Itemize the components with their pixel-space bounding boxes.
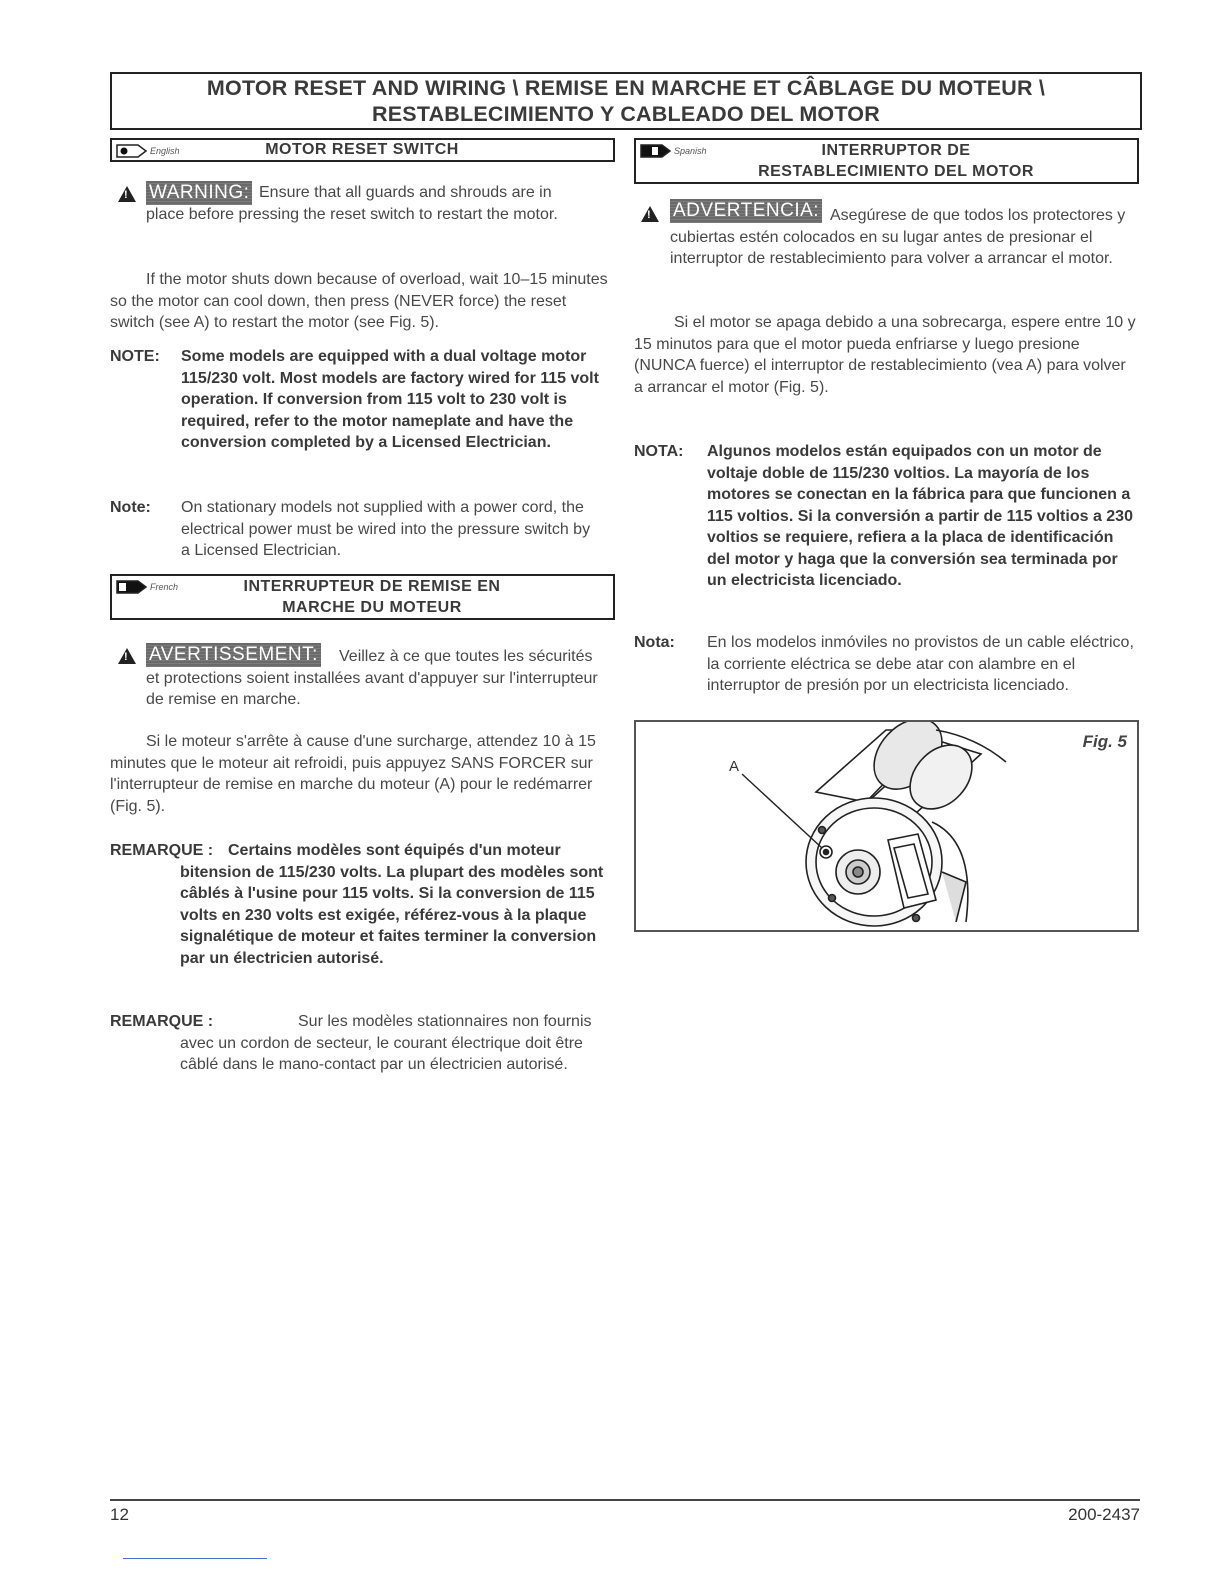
spanish-paragraph-text: Si el motor se apaga debido a una sobrecarga, espere entre 10 y 15 minutos para que el motor pueda enfriarse y luego presione (NUNCA fuerce) el interruptor de restablecimiento (vea A) para volver a arrancar el motor (Fig. 5). xyxy=(634,314,1136,396)
spanish-heading-line-1: INTERRUPTOR DE xyxy=(821,142,971,159)
page-title xyxy=(110,72,1142,130)
spanish-nota2-label: Nota: xyxy=(634,634,675,651)
spanish-language-tag xyxy=(640,143,707,159)
spanish-heading-line-2: RESTABLECIMIENTO DEL MOTOR xyxy=(758,163,1034,180)
warning-triangle-icon xyxy=(641,206,659,222)
warning-triangle-icon xyxy=(118,186,136,202)
french-remark1-text xyxy=(110,840,610,969)
figure-5 xyxy=(634,720,1139,932)
english-note2-text: On stationary models not supplied with a power cord, the electrical power must be wired into the pressure switch by a Licensed Electrician. xyxy=(181,499,591,559)
figure-callout-a: A xyxy=(729,758,740,775)
title-line-2: RESTABLECIMIENTO Y CABLEADO DEL MOTOR xyxy=(372,102,880,126)
document-number: 200-2437 xyxy=(1068,1505,1140,1524)
french-remark1-label: REMARQUE : xyxy=(110,842,214,859)
spanish-nota1-label: NOTA: xyxy=(634,443,684,460)
page-number: 12 xyxy=(110,1505,129,1524)
spanish-warning-badge: ADVERTENCIA: xyxy=(670,199,822,223)
english-note2-label: Note: xyxy=(110,499,151,516)
language-tab-icon xyxy=(640,144,672,158)
warning-triangle-icon xyxy=(118,648,136,664)
spanish-nota1-text: Algunos modelos están equipados con un motor de voltaje doble de 115/230 voltios. La mayoría de los motores se conectan en la fábrica para que funcionen a 115 voltios. Si la conversión a partir de 115 voltios a 230 voltios se requiere, refiera a la placa de identificación del motor y haga que la conversión sea terminada por un electricista licenciado. xyxy=(707,443,1133,589)
french-paragraph-text: Si le moteur s'arrête à cause d'une surcharge, attendez 10 à 15 minutes que le moteur ait refroidi, puis appuyez SANS FORCER sur l'interrupteur de remise en marche du moteur (A) pour le redémarrer (Fig. 5). xyxy=(110,733,596,815)
spanish-language-label: Spanish xyxy=(674,146,707,156)
french-warning-badge: AVERTISSEMENT: xyxy=(146,643,321,667)
english-language-tag xyxy=(116,143,180,159)
english-warning-text-content: Ensure that all guards and shrouds are in place before pressing the reset switch to restart the motor. xyxy=(146,184,558,223)
french-section-heading xyxy=(110,574,615,620)
french-remark2-text-content: Sur les modèles stationnaires non fournis avec un cordon de secteur, le courant électrique doit être câblé dans le mano-contact par un électricien autorisé. xyxy=(180,1013,592,1073)
language-tab-icon xyxy=(116,144,148,158)
motor-illustration xyxy=(636,722,1137,930)
spanish-paragraph xyxy=(634,312,1139,398)
french-remark2-label: REMARQUE : xyxy=(110,1013,214,1030)
figure-label: Fig. 5 xyxy=(1082,732,1127,751)
spanish-section-heading xyxy=(634,138,1139,184)
french-heading-line-2: MARCHE DU MOTEUR xyxy=(282,599,462,616)
english-section-heading xyxy=(110,138,615,162)
english-paragraph-text: If the motor shuts down because of overload, wait 10–15 minutes so the motor can cool down, then press (NEVER force) the reset switch (see A) to restart the motor (see Fig. 5). xyxy=(110,271,608,331)
english-warning-badge: WARNING: xyxy=(146,181,252,205)
english-note1-text: Some models are equipped with a dual voltage motor 115/230 volt. Most models are factory wired for 115 volt operation. If conversion from 115 volt to 230 volt is required, refer to the motor nameplate and have the conversion completed by a Licensed Electrician. xyxy=(181,348,599,451)
english-paragraph xyxy=(110,269,615,334)
english-heading-text: MOTOR RESET SWITCH xyxy=(265,141,459,158)
spanish-warning-text xyxy=(670,205,1140,270)
french-paragraph xyxy=(110,731,610,817)
scan-artifact-rule xyxy=(123,1558,267,1559)
english-language-label: English xyxy=(150,146,180,156)
french-remark2-text xyxy=(110,1011,610,1076)
english-note1-label: NOTE: xyxy=(110,348,160,365)
spanish-warning-text-content: Asegúrese de que todos los protectores y cubiertas estén colocados en su lugar antes de presionar el interruptor de restablecimiento para volver a arrancar el motor. xyxy=(670,207,1126,267)
french-remark1-text-content: Certains modèles sont équipés d'un moteur bitension de 115/230 volts. La plupart des modèles sont câblés à l'usine pour 115 volts. Si la conversion de 115 volts en 230 volts est exigée, référez-vous à la plaque signalétique de moteur et faites terminer la conversion par un électricien autorisé. xyxy=(180,842,604,967)
english-warning-text xyxy=(146,182,576,225)
title-line-1: MOTOR RESET AND WIRING \ REMISE EN MARCHE ET CÂBLAGE DU MOTEUR \ xyxy=(206,76,1046,100)
french-language-label: French xyxy=(150,582,179,592)
footer-rule xyxy=(110,1499,1140,1501)
french-language-tag xyxy=(116,579,178,595)
french-warning-text xyxy=(146,646,606,711)
french-warning-text-content: Veillez à ce que toutes les sécurités et protections soient installées avant d'appuyer sur l'interrupteur de remise en marche. xyxy=(146,648,598,708)
french-heading-line-1: INTERRUPTEUR DE REMISE EN xyxy=(243,578,501,595)
language-tab-icon xyxy=(116,580,148,594)
spanish-nota2-text: En los modelos inmóviles no provistos de un cable eléctrico, la corriente eléctrica se debe atar con alambre en el interruptor de presión por un electricista licenciado. xyxy=(707,634,1134,694)
